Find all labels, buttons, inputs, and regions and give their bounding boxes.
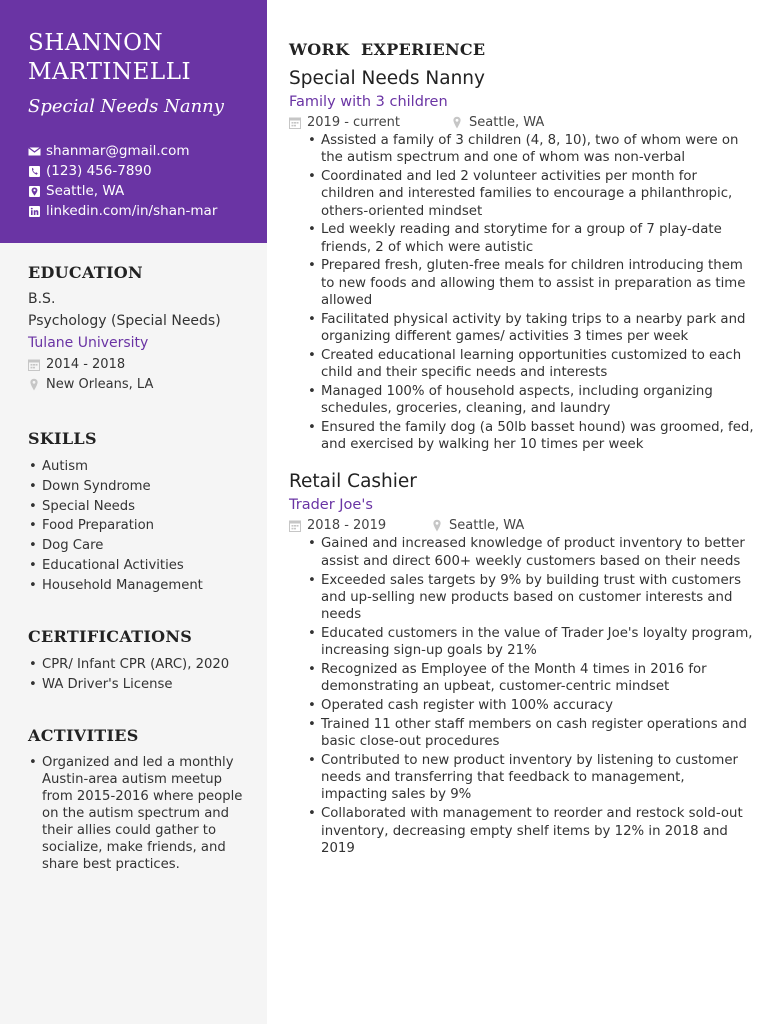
job-dates: 2019 - current bbox=[307, 114, 400, 130]
contact-email[interactable] bbox=[28, 141, 217, 161]
skills-list bbox=[28, 458, 258, 597]
job-bullet: • Managed 100% of household aspects, including organizing schedules, groceries, cleaning, and laundry bbox=[307, 383, 754, 417]
education-location-row bbox=[28, 374, 258, 394]
job-bullets bbox=[307, 132, 754, 453]
job-bullet: • Assisted a family of 3 children (4, 8, 10), two of whom were on the autism spectrum and one of whom was non-verbal bbox=[307, 132, 754, 166]
job-meta bbox=[289, 515, 754, 535]
certification-item: • WA Driver's License bbox=[28, 676, 258, 696]
certifications-title: CERTIFICATIONS bbox=[28, 627, 193, 646]
contact-linkedin[interactable] bbox=[28, 201, 217, 221]
location-pin-icon bbox=[431, 519, 443, 532]
job-bullet: • Coordinated and led 2 volunteer activities per month for children and interested families to encourage a philanthropic, others-oriented mindset bbox=[307, 168, 754, 220]
job-bullet: • Recognized as Employee of the Month 4 times in 2016 for demonstrating an upbeat, customer-centric mindset bbox=[307, 661, 754, 695]
job-title: Special Needs Nanny bbox=[289, 68, 485, 89]
education-dates: 2014 - 2018 bbox=[46, 356, 126, 372]
education-school: Tulane University bbox=[28, 335, 149, 351]
skill-item: • Household Management bbox=[28, 577, 258, 597]
job-bullet: • Contributed to new product inventory by listening to customer needs and transferring that feedback to management, impacting sales by 9% bbox=[307, 752, 754, 804]
job-bullet: • Educated customers in the value of Trader Joe's loyalty program, increasing sign-up goals by 21% bbox=[307, 625, 754, 659]
job-entry bbox=[289, 66, 754, 453]
job-bullets bbox=[307, 535, 754, 856]
education-dates-row bbox=[28, 354, 258, 374]
location-pin-icon bbox=[451, 116, 463, 129]
calendar-icon bbox=[28, 358, 40, 371]
job-bullet: • Ensured the family dog (a 50lb basset hound) was groomed, fed, and exercised by walking her 10 times per week bbox=[307, 419, 754, 453]
certifications-list bbox=[28, 656, 258, 696]
job-bullet: • Collaborated with management to reorder and restock sold-out inventory, decreasing empty shelf items by 12% in 2018 and 2019 bbox=[307, 805, 754, 857]
activity-item: • Organized and led a monthly Austin-area autism meetup from 2015-2016 where people on the autism spectrum and their allies could gather to socialize, make friends, and share best practices. bbox=[28, 754, 250, 873]
work-experience-title: WORK EXPERIENCE bbox=[289, 40, 486, 59]
skills-section bbox=[28, 429, 258, 597]
contact-location bbox=[28, 181, 217, 201]
location-pin-icon bbox=[28, 185, 41, 198]
activities-section bbox=[28, 726, 250, 873]
skills-title: SKILLS bbox=[28, 429, 97, 448]
activities-title: ACTIVITIES bbox=[28, 726, 139, 745]
envelope-icon bbox=[28, 145, 41, 158]
job-location-row bbox=[451, 115, 544, 130]
activities-list bbox=[28, 754, 250, 873]
job-bullet: • Operated cash register with 100% accuracy bbox=[307, 697, 754, 714]
education-field: Psychology (Special Needs) bbox=[28, 313, 221, 329]
calendar-icon bbox=[289, 519, 301, 532]
job-bullet: • Facilitated physical activity by taking trips to a nearby park and organizing different games/ activities 3 times per week bbox=[307, 311, 754, 345]
job-list bbox=[289, 66, 754, 859]
candidate-role: Special Needs Nanny bbox=[28, 96, 224, 117]
name-first: SHANNON bbox=[28, 30, 164, 56]
work-experience-section bbox=[289, 40, 485, 59]
candidate-name bbox=[28, 29, 258, 87]
job-dates: 2018 - 2019 bbox=[307, 517, 387, 533]
resume-header bbox=[0, 0, 267, 243]
contact-linkedin-text: linkedin.com/in/shan-mar bbox=[46, 203, 218, 219]
certifications-section bbox=[28, 627, 258, 696]
skill-item: • Special Needs bbox=[28, 498, 258, 518]
job-bullet: • Trained 11 other staff members on cash register operations and basic close-out procedures bbox=[307, 716, 754, 750]
job-bullet: • Created educational learning opportunities customized to each child and their specific needs and interests bbox=[307, 347, 754, 381]
job-bullet: • Exceeded sales targets by 9% by building trust with customers and up-selling new products based on customer interests and needs bbox=[307, 572, 754, 624]
job-entry bbox=[289, 469, 754, 856]
education-location: New Orleans, LA bbox=[46, 376, 154, 392]
job-location: Seattle, WA bbox=[449, 517, 525, 533]
skill-item: • Food Preparation bbox=[28, 517, 258, 537]
contact-phone[interactable] bbox=[28, 161, 217, 181]
education-title: EDUCATION bbox=[28, 263, 143, 282]
job-location: Seattle, WA bbox=[469, 114, 545, 130]
calendar-icon bbox=[289, 116, 301, 129]
phone-icon bbox=[28, 165, 41, 178]
education-section bbox=[28, 263, 258, 394]
job-meta bbox=[289, 112, 754, 132]
job-title: Retail Cashier bbox=[289, 471, 417, 493]
job-company: Trader Joe's bbox=[289, 497, 373, 514]
education-degree: B.S. bbox=[28, 291, 56, 307]
skill-item: • Dog Care bbox=[28, 537, 258, 557]
linkedin-icon bbox=[28, 205, 41, 218]
skill-item: • Autism bbox=[28, 458, 258, 478]
contact-location-text: Seattle, WA bbox=[46, 183, 125, 199]
job-location-row bbox=[431, 518, 524, 533]
contact-list bbox=[28, 141, 217, 221]
name-last: MARTINELLI bbox=[28, 59, 192, 85]
job-bullet: • Prepared fresh, gluten-free meals for children introducing them to new foods and allowing them to assist in preparation as time allowed bbox=[307, 257, 754, 309]
location-pin-icon bbox=[28, 378, 40, 391]
certification-item: • CPR/ Infant CPR (ARC), 2020 bbox=[28, 656, 258, 676]
skill-item: • Down Syndrome bbox=[28, 478, 258, 498]
job-bullet: • Led weekly reading and storytime for a group of 7 play-date friends, 2 of which were autistic bbox=[307, 221, 754, 255]
contact-phone-text: (123) 456-7890 bbox=[46, 163, 152, 179]
job-company: Family with 3 children bbox=[289, 94, 448, 110]
skill-item: • Educational Activities bbox=[28, 557, 258, 577]
contact-email-text: shanmar@gmail.com bbox=[46, 143, 190, 159]
job-bullet: • Gained and increased knowledge of product inventory to better assist and direct 600+ weekly customers based on their needs bbox=[307, 535, 754, 569]
